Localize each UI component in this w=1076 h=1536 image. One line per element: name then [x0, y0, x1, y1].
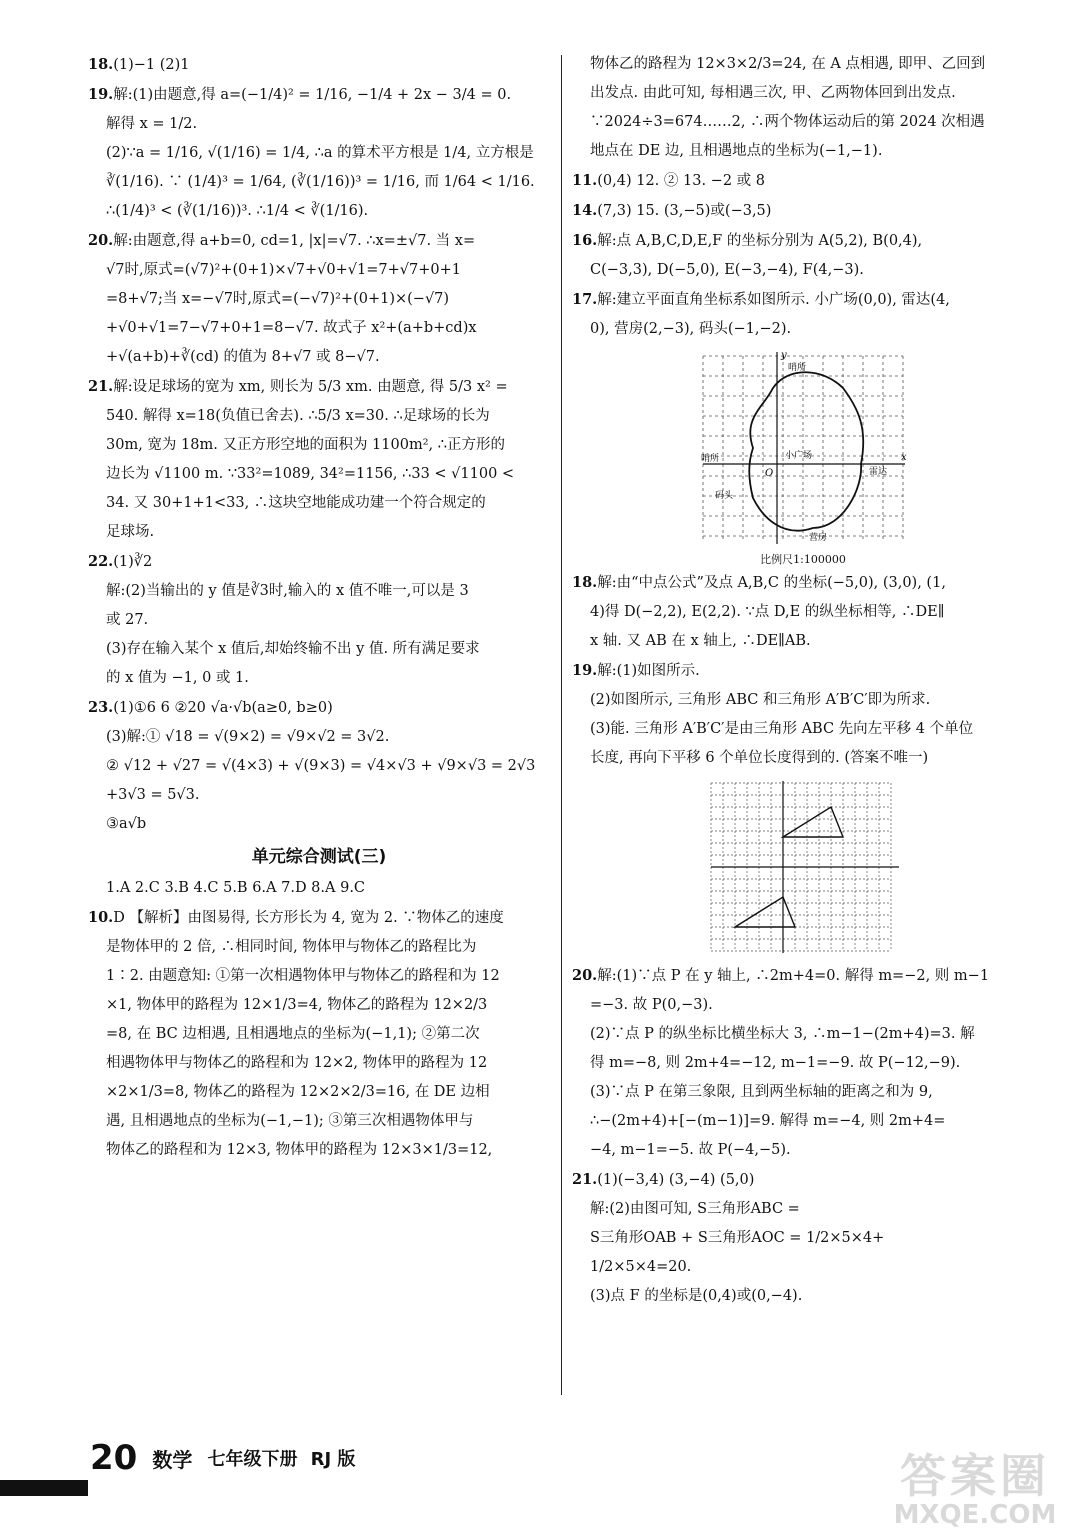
footer-edition: RJ 版 [310, 1449, 356, 1470]
answer-line [572, 108, 1034, 137]
answer-line [572, 196, 1034, 226]
page-number: 20 [90, 1438, 138, 1478]
answer-line [88, 402, 550, 431]
answer-text: (3)存在输入某个 x 值后,却始终输不出 y 值. 所有满足要求 [106, 641, 480, 657]
answer-text: (0,4) 12. ② 13. −2 或 8 [597, 173, 765, 189]
answer-text: 物体乙的路程为 12×3×2/3=24, 在 A 点相遇, 即甲、乙回到 [590, 56, 986, 72]
answer-text: 4)得 D(−2,2), E(2,2). ∵点 D,E 的纵坐标相等, ∴DE∥ [590, 604, 945, 620]
question-number: 16. [572, 232, 598, 249]
answer-text: 解:由“中点公式”及点 A,B,C 的坐标(−5,0), (3,0), (1, [597, 575, 946, 591]
answer-line [88, 50, 550, 80]
answer-text: 足球场. [106, 524, 155, 540]
answer-text: =8, 在 BC 边相遇, 且相遇地点的坐标为(−1,1); ②第二次 [106, 1026, 480, 1042]
answer-text: ∴−(2m+4)+[−(m−1)]=9. 解得 m=−4, 则 2m+4= [590, 1113, 946, 1129]
answer-text: 解:点 A,B,C,D,E,F 的坐标分别为 A(5,2), B(0,4), [597, 233, 923, 249]
answer-text: +3√3 = 5√3. [106, 787, 200, 803]
answer-text: ×1, 物体甲的路程为 12×1/3=4, 物体乙的路程为 12×2/3 [106, 997, 488, 1013]
right-column [572, 50, 1034, 1311]
answer-text: (1)∛2 [113, 554, 153, 570]
right-answers [572, 50, 1034, 344]
answer-text: 出发点. 由此可知, 每相遇三次, 甲、乙两物体回到出发点. [590, 85, 956, 101]
answer-text: ② √12 + √27 = √(4×3) + √(9×3) = √4×√3 + √9×√3 = 2√3 [106, 758, 536, 774]
map-label-dock: 码头 [715, 491, 734, 501]
answer-text: 解:由题意,得 a+b=0, cd=1, |x|=√7. ∴x=±√7. 当 x= [113, 233, 476, 249]
answer-line [88, 197, 550, 226]
answer-text: 1∶2. 由题意知: ①第一次相遇物体甲与物体乙的路程和为 12 [106, 968, 500, 984]
answer-line [88, 314, 550, 343]
answer-text: +√0+√1=7−√7+0+1=8−√7. 故式子 x²+(a+b+cd)x [106, 320, 477, 336]
question-number: 19. [88, 86, 114, 103]
triangle-grid-figure [703, 777, 903, 957]
answer-line [572, 226, 1034, 256]
answer-line [88, 547, 550, 577]
answer-text: 得 m=−8, 则 2m+4=−12, m−1=−9. 故 P(−12,−9). [590, 1055, 961, 1071]
answer-text: 0), 营房(2,−3), 码头(−1,−2). [590, 321, 792, 337]
answer-text: 地点在 DE 边, 且相遇地点的坐标为(−1,−1). [590, 143, 883, 159]
answer-line [88, 1136, 550, 1165]
answer-text: 长度, 再向下平移 6 个单位长度得到的. (答案不唯一) [590, 750, 929, 766]
answer-line [88, 1107, 550, 1136]
answer-line [572, 961, 1034, 991]
answer-text: 的 x 值为 −1, 0 或 1. [106, 670, 249, 686]
footer-grade: 七年级下册 [207, 1449, 298, 1470]
answer-line [88, 664, 550, 693]
answer-text: 解:(1)由题意,得 a=(−1/4)² = 1/16, −1/4 + 2x − 3/4 = 0. [113, 87, 512, 103]
answer-text: 1/2×5×4=20. [590, 1259, 692, 1275]
answer-line [88, 810, 550, 839]
right-answers-3 [572, 961, 1034, 1311]
answer-line [88, 80, 550, 110]
map-y-label: y [781, 350, 787, 361]
answer-text: (3)∵点 P 在第三象限, 且到两坐标轴的距离之和为 9, [590, 1084, 933, 1100]
answer-text: (3)能. 三角形 A′B′C′是由三角形 ABC 先向左平移 4 个单位 [590, 721, 974, 737]
answer-line [88, 903, 550, 933]
answer-line [572, 137, 1034, 166]
answer-line [88, 489, 550, 518]
answer-line [88, 781, 550, 810]
answer-line [572, 1282, 1034, 1311]
answer-line [88, 285, 550, 314]
answer-line [88, 1020, 550, 1049]
answer-text: ③a√b [106, 816, 147, 832]
answer-line [572, 656, 1034, 686]
answer-text: x 轴. 又 AB 在 x 轴上, ∴DE∥AB. [590, 633, 811, 649]
answer-text: 边长为 √1100 m. ∵33²=1089, 34²=1156, ∴33 < √1100 < [106, 466, 515, 482]
answer-line [88, 256, 550, 285]
answer-line [572, 1224, 1034, 1253]
map-caption: 比例尺1:100000 [760, 553, 846, 566]
footer-bar [0, 1480, 88, 1496]
question-number: 21. [572, 1171, 598, 1188]
answer-text: 解:设足球场的宽为 xm, 则长为 5/3 xm. 由题意, 得 5/3 x² = [113, 379, 508, 395]
answer-text: 遇, 且相遇地点的坐标为(−1,−1); ③第三次相遇物体甲与 [106, 1113, 474, 1129]
answer-line [572, 627, 1034, 656]
question-number: 18. [88, 56, 114, 73]
question-number: 23. [88, 699, 114, 716]
answer-line [88, 343, 550, 372]
answer-text: 30m, 宽为 18m. 又正方形空地的面积为 1100m², ∴正方形的 [106, 437, 505, 453]
section-title: 单元综合测试(三) [251, 847, 387, 867]
watermark [880, 1440, 1070, 1530]
answer-line [572, 285, 1034, 315]
answer-line [572, 744, 1034, 773]
answer-text: 1.A 2.C 3.B 4.C 5.B 6.A 7.D 8.A 9.C [106, 880, 366, 896]
answer-text: 物体乙的路程和为 12×3, 物体甲的路程为 12×3×1/3=12, [106, 1142, 493, 1158]
question-number: 21. [88, 378, 114, 395]
answer-text: 或 27. [106, 612, 149, 628]
watermark-logo: 答案圈 [900, 1449, 1050, 1503]
question-number: 22. [88, 553, 114, 570]
answer-line [572, 568, 1034, 598]
answer-line [88, 1078, 550, 1107]
answer-line [572, 1136, 1034, 1165]
answer-text: (1)①6 6 ②20 √a·√b(a≥0, b≥0) [113, 700, 333, 716]
answer-line [88, 372, 550, 402]
answer-text: √7时,原式=(√7)²+(0+1)×√7+√0+√1=7+√7+0+1 [106, 262, 461, 278]
answer-text: 解:(2)由图可知, S三角形ABC = [590, 1201, 800, 1217]
answer-text: 解:(1)∵点 P 在 y 轴上, ∴2m+4=0. 解得 m=−2, 则 m−1 [597, 968, 990, 984]
answer-line [88, 606, 550, 635]
watermark-url: MXQE.COM [893, 1500, 1057, 1530]
answer-line [88, 460, 550, 489]
answer-line [572, 686, 1034, 715]
answer-line [88, 693, 550, 723]
answer-text: =8+√7;当 x=−√7时,原式=(−√7)²+(0+1)×(−√7) [106, 291, 450, 307]
answer-line [88, 431, 550, 460]
question-number: 10. [88, 909, 114, 926]
answer-line [572, 256, 1034, 285]
answer-line [88, 933, 550, 962]
left-column [88, 50, 550, 1165]
question-number: 18. [572, 574, 598, 591]
answer-text: =−3. 故 P(0,−3). [590, 997, 713, 1013]
map-x-label: x [901, 452, 907, 463]
answer-line [88, 226, 550, 256]
answer-text: C(−3,3), D(−5,0), E(−3,−4), F(4,−3). [590, 262, 864, 278]
answer-line [88, 518, 550, 547]
answer-line [572, 991, 1034, 1020]
question-number: 11. [572, 172, 598, 189]
answer-text: 解得 x = 1/2. [106, 116, 198, 132]
answer-text: (3)解:① √18 = √(9×2) = √9×√2 = 3√2. [106, 729, 390, 745]
answer-text: ∴(1/4)³ < (∛(1/16))³. ∴1/4 < ∛(1/16). [106, 203, 369, 219]
answer-line [88, 723, 550, 752]
answer-line [572, 79, 1034, 108]
question-number: 20. [88, 232, 114, 249]
answer-text: 解:(2)当输出的 y 值是∛3时,输入的 x 值不唯一,可以是 3 [106, 583, 469, 599]
answer-line [88, 168, 550, 197]
left-answers [88, 50, 550, 839]
map-label-radar: 雷达 [869, 467, 888, 477]
right-answers-2 [572, 568, 1034, 773]
answer-text: −4, m−1=−5. 故 P(−4,−5). [590, 1142, 791, 1158]
answer-text: ×2×1/3=8, 物体乙的路程为 12×2×2/3=16, 在 DE 边相 [106, 1084, 490, 1100]
answer-line [88, 874, 550, 903]
answer-line [572, 50, 1034, 79]
answer-line [572, 598, 1034, 627]
map-label-barracks: 营房 [809, 533, 828, 543]
answer-text: (2)∵a = 1/16, √(1/16) = 1/4, ∴a 的算术平方根是 1/4, 立方根是 [106, 145, 534, 161]
answer-line [572, 1107, 1034, 1136]
answer-text: D 【解析】由图易得, 长方形长为 4, 宽为 2. ∵物体乙的速度 [113, 910, 504, 926]
answer-line [88, 752, 550, 781]
answer-line [572, 1165, 1034, 1195]
answer-line [88, 110, 550, 139]
answer-text: 34. 又 30+1+1<33, ∴这块空地能成功建一个符合规定的 [106, 495, 486, 511]
answer-text: (3)点 F 的坐标是(0,4)或(0,−4). [590, 1288, 803, 1304]
answer-text: (7,3) 15. (3,−5)或(−3,5) [597, 203, 772, 219]
column-divider [561, 55, 562, 1395]
answer-text: +√(a+b)+∛(cd) 的值为 8+√7 或 8−√7. [106, 349, 380, 365]
answer-text: ∵2024÷3=674……2, ∴两个物体运动后的第 2024 次相遇 [590, 114, 985, 130]
answer-line [572, 166, 1034, 196]
question-number: 19. [572, 662, 598, 679]
question-number: 20. [572, 967, 598, 984]
answer-text: 540. 解得 x=18(负值已舍去). ∴5/3 x=30. ∴足球场的长为 [106, 408, 490, 424]
map-label-north: 哨所 [788, 363, 807, 373]
map-label-plaza: 小广场 [785, 451, 813, 461]
answer-line [572, 315, 1034, 344]
answer-text: (1)−1 (2)1 [113, 57, 190, 73]
answer-text: 解:(1)如图所示. [597, 663, 700, 679]
answer-line [572, 1078, 1034, 1107]
unit-test-answers [88, 874, 550, 1165]
answer-text: 是物体甲的 2 倍, ∴相同时间, 物体甲与物体乙的路程比为 [106, 939, 477, 955]
answer-line [572, 715, 1034, 744]
map-label-west: 哨所 [701, 454, 720, 464]
map-origin: O [765, 468, 774, 479]
answer-text: 解:建立平面直角坐标系如图所示. 小广场(0,0), 雷达(4, [597, 292, 950, 308]
page-footer [90, 1438, 355, 1478]
answer-text: S三角形OAB + S三角形AOC = 1/2×5×4+ [590, 1230, 885, 1246]
map-figure [693, 348, 913, 548]
answer-text: (2)如图所示, 三角形 ABC 和三角形 A′B′C′即为所求. [590, 692, 931, 708]
question-number: 17. [572, 291, 598, 308]
answer-line [572, 1020, 1034, 1049]
answer-text: 相遇物体甲与物体乙的路程和为 12×2, 物体甲的路程为 12 [106, 1055, 488, 1071]
answer-line [88, 962, 550, 991]
answer-line [88, 139, 550, 168]
answer-line [88, 577, 550, 606]
answer-line [88, 991, 550, 1020]
question-number: 14. [572, 202, 598, 219]
answer-line [572, 1195, 1034, 1224]
answer-line [88, 1049, 550, 1078]
answer-text: ∛(1/16). ∵ (1/4)³ = 1/64, (∛(1/16))³ = 1/16, 而 1/64 < 1/16. [106, 174, 535, 190]
answer-text: (1)(−3,4) (3,−4) (5,0) [597, 1172, 755, 1188]
footer-subject: 数学 [152, 1447, 193, 1472]
answer-line [88, 635, 550, 664]
answer-text: (2)∵点 P 的纵坐标比横坐标大 3, ∴m−1−(2m+4)=3. 解 [590, 1026, 975, 1042]
answer-line [572, 1253, 1034, 1282]
answer-line [572, 1049, 1034, 1078]
